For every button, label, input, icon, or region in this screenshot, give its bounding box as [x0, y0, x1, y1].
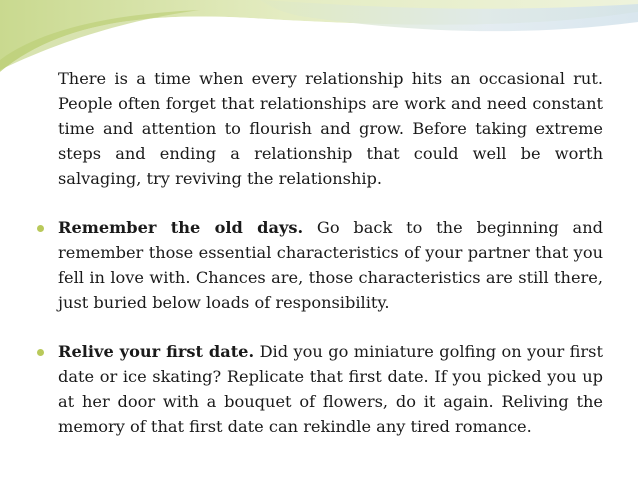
slide-body	[58, 66, 603, 439]
intro-paragraph: There is a time when every relationship hits an occasional rut. People often forget that relationships are work and need constant time and attention to flourish and grow. Before taking extreme steps and ending a relationship that could well be worth salvaging, try reviving the relationship.	[58, 69, 603, 188]
bullet-item-remember	[58, 215, 603, 315]
bullet-text: Go back to the beginning and remember those essential characteristics of your partner that you fell in love with. Chances are, those characteristics are still there, just buried below loads of responsibility.	[58, 218, 603, 312]
bullet-heading: Relive your first date.	[58, 342, 255, 361]
bullet-heading: Remember the old days.	[58, 218, 304, 237]
bullet-dot-icon	[37, 349, 44, 356]
bullet-dot-icon	[37, 225, 44, 232]
bullet-item-relive	[58, 339, 603, 439]
bullet-text: Did you go miniature golfing on your first date or ice skating? Replicate that first date. If you picked you up at her door with a bouquet of flowers, do it again. Reliving the memory of that first date can rekindle any tired romance.	[58, 342, 603, 436]
